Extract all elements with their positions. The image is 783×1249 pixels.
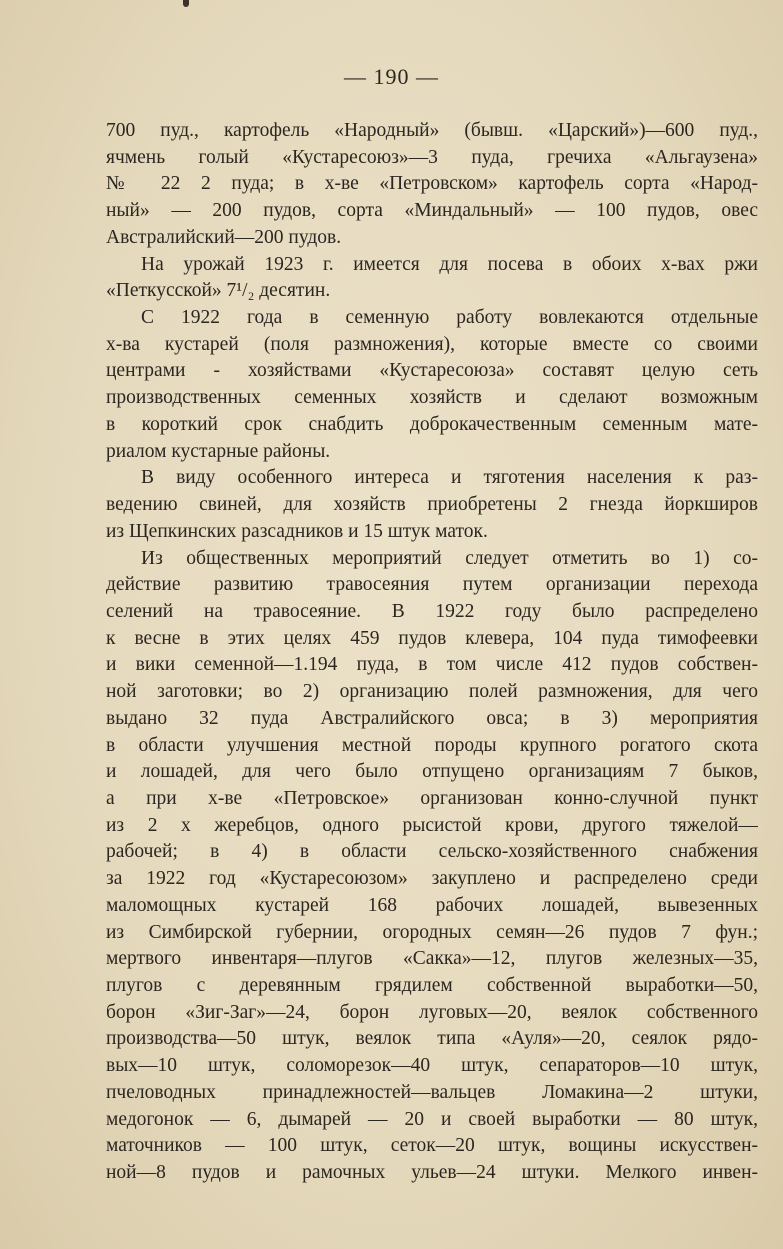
text-line: из Симбирской губернии, огородных семян—26 пудов 7 фун.; bbox=[106, 921, 758, 943]
text-line: за 1922 год «Кустаресоюзом» закуплено и распределено среди bbox=[106, 868, 758, 890]
text-line: производственных семенных хозяйств и сделают возможным bbox=[106, 387, 758, 409]
text-line: Из общественных мероприятий следует отметить во 1) со- bbox=[141, 547, 758, 569]
page-number: — 190 — bbox=[344, 64, 439, 89]
text-line: пчеловодных принадлежностей—вальцев Ломакина—2 штуки, bbox=[106, 1081, 758, 1103]
text-line: «Петкусской» 7¹/₂ десятин. bbox=[106, 280, 331, 302]
text-line: в короткий срок снабдить доброкачественным семенным мате- bbox=[106, 413, 758, 435]
text-line: вых—10 штук, соломорезок—40 штук, сепараторов—10 штук, bbox=[106, 1055, 758, 1077]
text-line: а при х-ве «Петровское» организован конно-случной пункт bbox=[106, 787, 758, 809]
text-line: из 2 х жеребцов, одного рысистой крови, другого тяжелой— bbox=[106, 814, 758, 836]
text-line: селений на травосеяние. В 1922 году было распределено bbox=[106, 600, 758, 622]
text-line: рабочей; в 4) в области сельско-хозяйственного снабжения bbox=[106, 841, 758, 863]
text-line: На урожай 1923 г. имеется для посева в обоих х-вах ржи bbox=[141, 253, 758, 275]
text-line: в области улучшения местной породы крупного рогатого скота bbox=[106, 734, 758, 756]
text-line: плугов с деревянным грядилем собственной выработки—50, bbox=[106, 975, 758, 996]
text-line: и вики семенной—1.194 пуда, в том числе 412 пудов собствен- bbox=[106, 654, 758, 676]
text-line: борон «Зиг-Заг»—24, борон луговых—20, веялок собственного bbox=[106, 1001, 758, 1023]
text-line: ной—8 пудов и рамочных ульев—24 штуки. Мелкого инвен- bbox=[106, 1162, 758, 1184]
text-line: мертвого инвентаря—плугов «Сакка»—12, плугов железных—35, bbox=[106, 948, 758, 970]
text-line: № 22 2 пуда; в х-ве «Петровском» картофель сорта «Народ- bbox=[106, 173, 758, 195]
text-line: ячмень голый «Кустаресоюз»—3 пуда, гречиха «Альгаузена» bbox=[106, 146, 758, 168]
text-line: маточников — 100 штук, сеток—20 штук, вощины искусствен- bbox=[106, 1135, 758, 1157]
text-line: из Щепкинских разсадников и 15 штук маток. bbox=[106, 520, 488, 542]
text-line: ный» — 200 пудов, сорта «Миндальный» — 100 пудов, овес bbox=[106, 200, 758, 222]
text-line: В виду особенного интереса и тяготения населения к раз- bbox=[141, 467, 758, 489]
text-line: к весне в этих целях 459 пудов клевера, 104 пуда тимофеевки bbox=[106, 627, 758, 649]
text-line: маломощных кустарей 168 рабочих лошадей, вывезенных bbox=[106, 894, 758, 916]
text-line: Австралийский—200 пудов. bbox=[106, 226, 342, 248]
text-line: производства—50 штук, веялок типа «Ауля»—20, сеялок рядо- bbox=[106, 1028, 758, 1050]
text-line: ной заготовки; во 2) организацию полей размножения, для чего bbox=[106, 681, 758, 703]
text-line: риалом кустарные районы. bbox=[106, 440, 331, 462]
text-line: центрами - хозяйствами «Кустаресоюза» составят целую сеть bbox=[106, 360, 758, 382]
body-text bbox=[106, 118, 758, 1187]
text-line: ведению свиней, для хозяйств приобретены 2 гнезда йоркширов bbox=[106, 494, 758, 516]
text-line: выдано 32 пуда Австралийского овса; в 3) мероприятия bbox=[106, 707, 758, 729]
text-line: С 1922 года в семенную работу вовлекаются отдельные bbox=[141, 307, 758, 329]
text-line: и лошадей, для чего было отпущено организациям 7 быков, bbox=[106, 761, 758, 783]
text-line: х-ва кустарей (поля размножения), которые вместе со своими bbox=[106, 333, 758, 355]
ink-mark bbox=[183, 0, 189, 7]
text-line: медогонок — 6, дымарей — 20 и своей выработки — 80 штук, bbox=[106, 1108, 758, 1130]
text-line: действие развитию травосеяния путем организации перехода bbox=[106, 574, 758, 596]
text-line: 700 пуд., картофель «Народный» (бывш. «Царский»)—600 пуд., bbox=[106, 120, 758, 141]
